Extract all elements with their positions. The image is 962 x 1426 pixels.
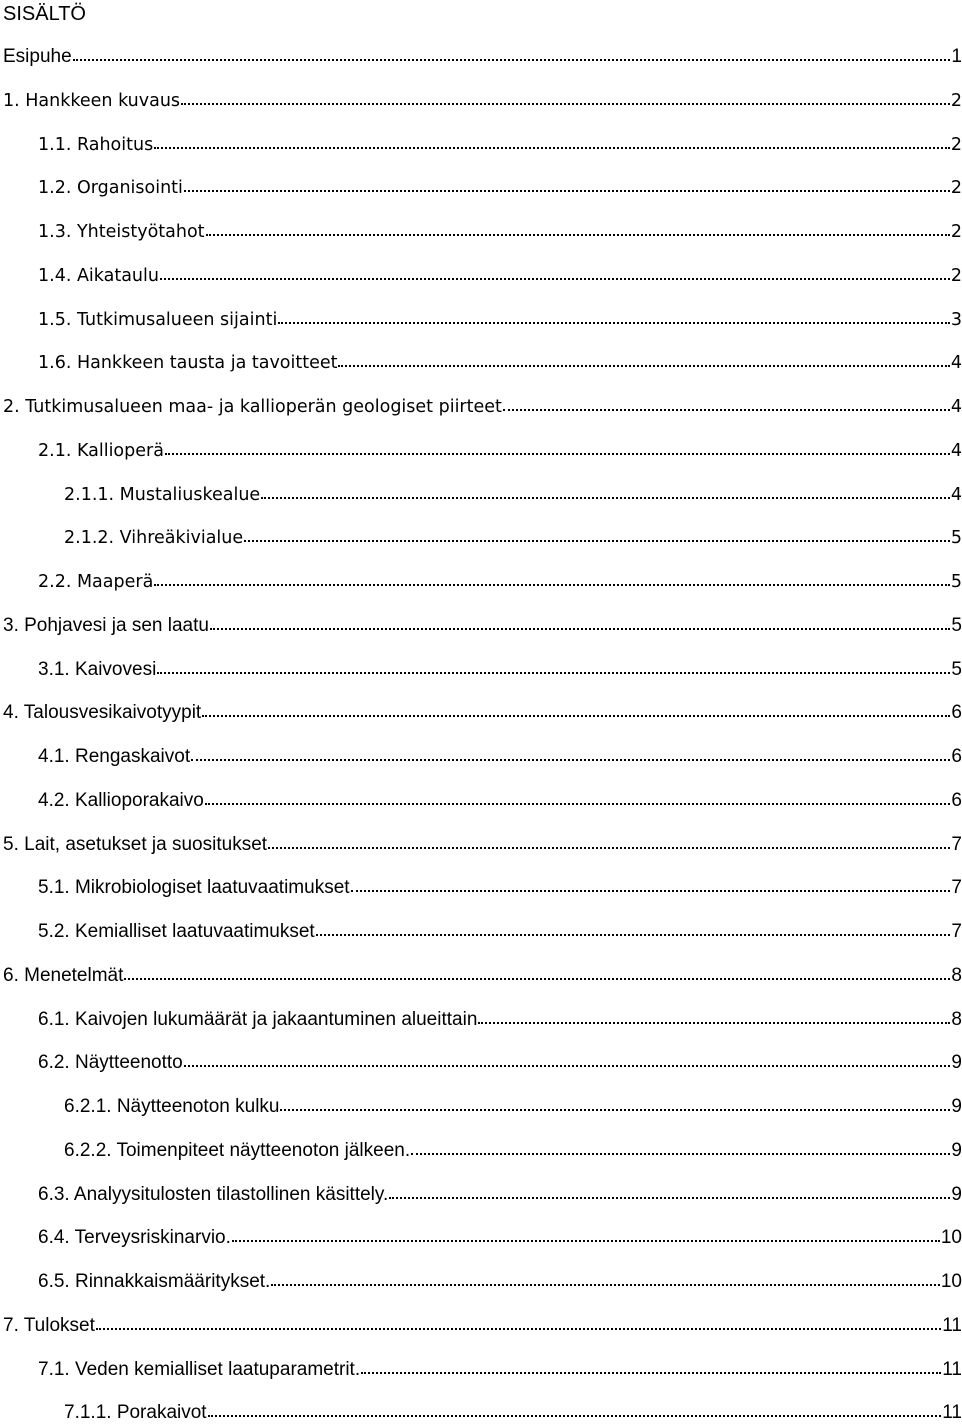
toc-entry-label: 1.3. Yhteistyötahot	[38, 222, 205, 242]
toc-entry-page-number: 3	[950, 309, 962, 330]
dot-leader	[124, 978, 950, 980]
toc-entry-page-number: 7	[951, 833, 962, 855]
dot-leader	[478, 1022, 950, 1024]
toc-entry-page-number: 1	[951, 46, 962, 67]
toc-entry-page-number: 10	[940, 1271, 962, 1292]
toc-entry-label: 7. Tulokset	[3, 1314, 95, 1336]
dot-leader	[503, 409, 950, 411]
toc-entry-page-number: 6	[951, 789, 962, 811]
toc-entry[interactable]	[38, 438, 962, 464]
toc-entry[interactable]	[3, 44, 962, 70]
toc-entry-label: 1.4. Aikataulu	[38, 265, 159, 286]
toc-entry-page-number: 5	[951, 658, 962, 680]
toc-entry[interactable]	[38, 875, 962, 901]
dot-leader	[232, 1240, 940, 1242]
toc-entry-label: 6.2. Näytteenotto	[38, 1052, 183, 1074]
toc-entry-label: 2.1. Kallioperä	[38, 440, 164, 461]
toc-entry-label: 6.4. Terveysriskinarvio.	[38, 1227, 231, 1249]
dot-leader	[191, 759, 950, 761]
dot-leader	[210, 628, 950, 630]
toc-entry-page-number: 2	[950, 134, 962, 155]
dot-leader	[411, 1153, 950, 1155]
dot-leader	[268, 847, 950, 849]
toc-entry-page-number: 2	[950, 90, 962, 111]
dot-leader	[361, 1372, 941, 1374]
toc-entry-label: 1.5. Tutkimusalueen sijainti	[38, 309, 278, 330]
toc-entry-label: 6.5. Rinnakkaismääritykset.	[38, 1271, 271, 1292]
toc-entry[interactable]	[38, 307, 962, 333]
toc-entry[interactable]	[3, 1313, 962, 1339]
toc-entry-page-number: 6	[951, 746, 962, 767]
toc-entry-label: 6.3. Analyysitulosten tilastollinen käsittely.	[38, 1183, 389, 1205]
dot-leader	[389, 1197, 950, 1199]
toc-entry-page-number: 11	[942, 1314, 962, 1336]
toc-entry[interactable]	[3, 394, 962, 420]
dot-leader	[165, 453, 950, 455]
toc-entry[interactable]	[3, 613, 962, 639]
toc-entry[interactable]	[38, 263, 962, 289]
toc-entry-page-number: 2	[950, 178, 962, 199]
toc-entry-page-number: 2	[950, 265, 962, 286]
dot-leader	[202, 715, 950, 717]
toc-entry-page-number: 6	[951, 702, 962, 724]
toc-entry-label: 7.1.1. Porakaivot	[64, 1402, 207, 1424]
toc-entry-label: 3.1. Kaivovesi	[38, 658, 157, 680]
dot-leader	[278, 322, 950, 324]
toc-entry-label: Esipuhe	[3, 46, 72, 67]
toc-entry-page-number: 10	[940, 1227, 962, 1249]
toc-entry-page-number: 5	[950, 572, 962, 592]
toc-entry-label: 6. Menetelmät	[3, 964, 124, 986]
toc-entry-label: 2.2. Maaperä	[38, 572, 154, 592]
toc-entry-page-number: 4	[950, 353, 962, 374]
toc-entry[interactable]	[38, 744, 962, 770]
toc-entry[interactable]	[38, 657, 962, 683]
toc-entry[interactable]	[38, 569, 962, 595]
toc-entry-label: 4. Talousvesikaivotyypit	[3, 702, 202, 724]
dot-leader	[280, 1109, 950, 1111]
toc-entry[interactable]	[38, 1007, 962, 1033]
toc-entry-label: 6.2.1. Näytteenoton kulku	[64, 1096, 280, 1117]
toc-entry[interactable]	[3, 700, 962, 726]
dot-leader	[184, 190, 950, 192]
toc-entry-label: 5.2. Kemialliset laatuvaatimukset	[38, 921, 315, 942]
toc-entry-label: 6.2.2. Toimenpiteet näytteenoton jälkeen.	[64, 1139, 411, 1161]
toc-entry[interactable]	[3, 963, 962, 989]
toc-entry[interactable]	[38, 219, 962, 245]
toc-entry[interactable]	[38, 132, 962, 158]
dot-leader	[316, 934, 951, 936]
toc-heading: SISÄLTÖ	[3, 3, 86, 25]
toc-entry[interactable]	[38, 1357, 962, 1383]
toc-entry-label: 2. Tutkimusalueen maa- ja kallioperän geologiset piirteet	[3, 397, 502, 417]
dot-leader	[261, 497, 950, 499]
toc-entry-page-number: 4	[950, 440, 962, 461]
dot-leader	[351, 890, 951, 892]
dot-leader	[181, 103, 950, 105]
toc-entry-page-number: 9	[951, 1052, 962, 1074]
dot-leader	[160, 278, 950, 280]
toc-entry-page-number: 8	[951, 964, 962, 986]
toc-entry-page-number: 2	[950, 222, 962, 242]
dot-leader	[271, 1284, 940, 1286]
dot-leader	[244, 540, 950, 542]
toc-entry-label: 4.1. Rengaskaivot	[38, 746, 191, 767]
toc-entry-page-number: 4	[950, 397, 962, 417]
toc-entry-page-number: 4	[950, 484, 962, 505]
toc-entry-label: 1.1. Rahoitus	[38, 134, 154, 155]
toc-entry[interactable]	[3, 88, 962, 114]
toc-entry-page-number: 7	[951, 877, 962, 899]
toc-entry-label: 4.2. Kallioporakaivo	[38, 789, 204, 811]
dot-leader	[154, 584, 950, 586]
dot-leader	[206, 234, 950, 236]
toc-entry[interactable]	[64, 482, 962, 508]
toc-entry-page-number: 11	[942, 1402, 962, 1424]
toc-entry-page-number: 8	[951, 1008, 962, 1030]
toc-entry-page-number: 5	[950, 528, 962, 549]
dot-leader	[205, 803, 951, 805]
toc-entry-page-number: 11	[942, 1358, 962, 1380]
toc-entry-page-number: 7	[951, 921, 962, 942]
dot-leader	[208, 1415, 942, 1417]
toc-entry[interactable]	[3, 832, 962, 858]
toc-entry[interactable]	[38, 1050, 962, 1076]
toc-entry-label: 2.1.1. Mustaliuskealue	[64, 484, 261, 505]
toc-entry[interactable]	[38, 1225, 962, 1251]
toc-entry-label: 5. Lait, asetukset ja suositukset	[3, 833, 268, 855]
toc-entry-page-number: 5	[951, 614, 962, 636]
toc-entry[interactable]	[38, 175, 962, 201]
toc-entry-label: 1. Hankkeen kuvaus	[3, 90, 181, 111]
toc-entry[interactable]	[38, 1182, 962, 1208]
toc-entry[interactable]	[64, 1094, 962, 1120]
toc-entry-page-number: 9	[951, 1096, 962, 1117]
dot-leader	[154, 147, 950, 149]
toc-entry-label: 3. Pohjavesi ja sen laatu	[3, 614, 209, 636]
toc-entry-label: 1.2. Organisointi	[38, 178, 183, 199]
dot-leader	[184, 1065, 951, 1067]
dot-leader	[73, 59, 951, 61]
toc-entry[interactable]	[64, 525, 962, 551]
toc-entry-page-number: 9	[951, 1139, 962, 1161]
toc-entry-label: 1.6. Hankkeen tausta ja tavoitteet	[38, 353, 338, 374]
toc-entry-label: 6.1. Kaivojen lukumäärät ja jakaantuminen alueittain	[38, 1008, 478, 1030]
toc-entry-label: 7.1. Veden kemialliset laatuparametrit.	[38, 1358, 361, 1380]
toc-entry[interactable]	[64, 1138, 962, 1164]
toc-entry-page-number: 9	[951, 1183, 962, 1205]
dot-leader	[96, 1328, 941, 1330]
toc-entry[interactable]	[38, 1269, 962, 1295]
toc-entry[interactable]	[38, 788, 962, 814]
toc-entry[interactable]	[38, 350, 962, 376]
dot-leader	[338, 365, 949, 367]
toc-entry[interactable]	[38, 919, 962, 945]
toc-entry[interactable]	[64, 1400, 962, 1426]
toc-entry-label: 5.1. Mikrobiologiset laatuvaatimukset	[38, 877, 350, 899]
toc-entry-label: 2.1.2. Vihreäkivialue	[64, 528, 244, 549]
dot-leader	[157, 672, 950, 674]
